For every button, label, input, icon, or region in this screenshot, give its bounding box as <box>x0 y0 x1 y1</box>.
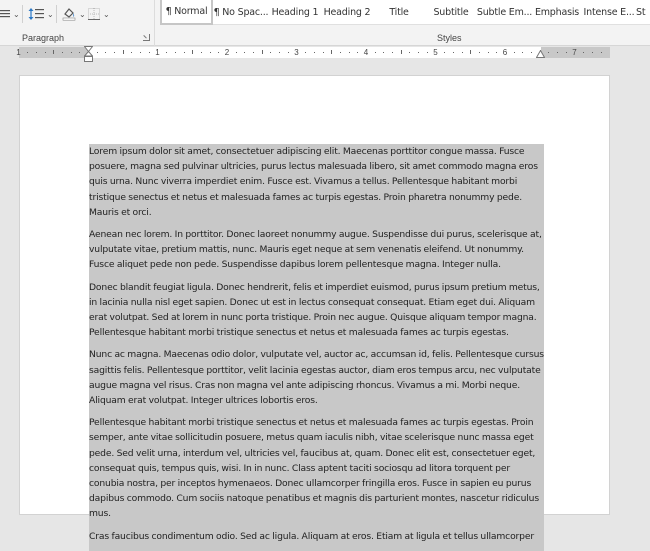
ruler-tick <box>236 52 237 53</box>
ruler-number: 4 <box>363 48 369 57</box>
ruler-tick <box>427 52 428 53</box>
ruler-tick <box>601 52 602 53</box>
divider <box>56 5 57 23</box>
ruler-tick <box>488 52 489 53</box>
ruler-tick <box>279 52 280 53</box>
ruler-tick <box>531 52 532 53</box>
shading-button[interactable] <box>62 5 86 23</box>
paragraph[interactable]: Aenean nec lorem. In porttitor. Donec laoreet nonummy augue. Suspendisse dui purus, scelerisque at, vulputate vitae, pretium mattis, nunc. Mauris eget neque at sem venenatis eleifend. Ut nonummy. Fusce aliquet pede non pede. Suspendisse dapibus lorem pellentesque magna. Integer nulla. <box>89 227 544 280</box>
ruler-tick <box>479 52 480 53</box>
ruler-tick <box>357 52 358 53</box>
shading-icon <box>62 7 76 21</box>
ruler-tick <box>262 50 263 54</box>
ruler-tick <box>210 52 211 53</box>
ruler-tick <box>36 52 37 53</box>
style-intense-emphasis[interactable]: Intense E... <box>583 6 635 18</box>
paragraph[interactable]: Cras faucibus condimentum odio. Sed ac ligula. Aliquam at eros. Etiam at ligula et tellus ullamcorper <box>89 529 544 551</box>
ruler-tick <box>383 52 384 53</box>
paragraph-group-label: Paragraph <box>22 33 65 43</box>
paragraph[interactable]: Nunc ac magna. Maecenas odio dolor, vulputate vel, auctor ac, accumsan id, felis. Pellentesque cursus sagittis felis. Pellentesque porttitor, velit lacinia egestas auctor, diam eros tempus arcu, nec vulputate augue magna vel risus. Cras non magna vel ante adipiscing rhoncus. Vivamus a mi. Morbi neque. Aliquam erat volutpat. Integer ultrices lobortis eros. <box>89 347 544 415</box>
ruler-tick <box>149 52 150 53</box>
ruler-number: 6 <box>502 48 508 57</box>
ruler-tick <box>496 52 497 53</box>
document-body[interactable] <box>89 144 544 551</box>
style-subtitle[interactable]: Subtitle <box>433 6 469 18</box>
ruler-tick <box>175 52 176 53</box>
ruler-tick <box>522 52 523 53</box>
paragraph[interactable]: Donec blandit feugiat ligula. Donec hendrerit, felis et imperdiet euismod, purus ipsum pretium metus, in lacinia nulla nisl eget sapien. Donec ut est in lectus consequat consequat. Etiam eget dui. Aliquam erat volutpat. Sed at lorem in nunc porta tristique. Proin nec augue. Quisque aliquam tempor magna. Pellentesque habitant morbi tristique senectus et netus et malesuada fames ac turpis egestas. <box>89 280 544 348</box>
ruler-tick <box>201 52 202 53</box>
style-heading-1[interactable]: Heading 1 <box>271 6 319 18</box>
ruler-tick <box>314 52 315 53</box>
ruler-tick <box>253 52 254 53</box>
ruler-tick <box>409 52 410 53</box>
chevron-down-icon: ⌄ <box>13 9 20 19</box>
ruler-tick <box>470 50 471 54</box>
justify-button[interactable] <box>0 5 20 23</box>
styles-group-label: Styles <box>437 33 462 43</box>
ruler-tick <box>97 52 98 53</box>
justify-icon <box>0 8 10 20</box>
line-spacing-icon <box>28 7 44 21</box>
ruler-tick <box>548 52 549 53</box>
ruler-tick <box>131 52 132 53</box>
ruler-tick <box>192 50 193 54</box>
style-no-spacing[interactable]: ¶ No Spac... <box>213 6 269 18</box>
ruler-tick <box>45 52 46 53</box>
style-title[interactable]: Title <box>389 6 409 18</box>
ruler-number: 1 <box>155 48 160 57</box>
paragraph[interactable]: Pellentesque habitant morbi tristique senectus et netus et malesuada fames ac turpis egestas. Proin semper, ante vitae sollicitudin posuere, metus quam iaculis nibh, vitae scelerisque nunc massa eget pede. Sed velit urna, interdum vel, ultricies vel, faucibus at, quam. Donec elit est, consectetuer eget, consequat quis, tempus quis, wisi. In in nunc. Class aptent taciti sociosqu ad litora torquent per conubia nostra, per inceptos hymenaeos. Donec ullamcorper fringilla eros. Fusce in sapien eu purus dapibus commodo. Cum sociis natoque penatibus et magnis dis parturient montes, nascetur ridiculus mus. <box>89 415 544 528</box>
style-normal[interactable]: ¶ Normal <box>160 0 213 25</box>
ruler-tick <box>566 52 567 53</box>
ruler-tick <box>270 52 271 53</box>
ruler-tick <box>462 52 463 53</box>
ruler-tick <box>583 52 584 53</box>
chevron-down-icon: ⌄ <box>79 9 86 19</box>
ruler-tick <box>184 52 185 53</box>
divider <box>22 5 23 23</box>
ruler-tick <box>392 52 393 53</box>
ruler-tick <box>444 52 445 53</box>
ruler-tick <box>53 50 54 54</box>
paragraph-group <box>0 0 155 46</box>
style-strong[interactable]: St <box>636 6 646 18</box>
ruler-tick <box>105 52 106 53</box>
ruler-tick <box>340 52 341 53</box>
ruler-number: 3 <box>294 48 299 57</box>
ruler-tick <box>140 52 141 53</box>
ribbon <box>0 0 650 46</box>
styles-gallery <box>160 0 650 25</box>
horizontal-ruler[interactable] <box>16 47 610 58</box>
ruler-number: 5 <box>433 48 438 57</box>
ruler-tick <box>592 52 593 53</box>
ruler-tick <box>218 52 219 53</box>
ruler-tick <box>375 52 376 53</box>
ruler-tick <box>288 52 289 53</box>
document-page[interactable] <box>19 75 610 542</box>
ruler-tick <box>418 52 419 53</box>
chevron-down-icon: ⌄ <box>103 9 110 19</box>
paragraph[interactable]: Lorem ipsum dolor sit amet, consectetuer adipiscing elit. Maecenas porttitor congue massa. Fusce posuere, magna sed pulvinar ultricies, purus lectus malesuada libero, sit amet commodo magna eros quis urna. Nunc viverra imperdiet enim. Fusce est. Vivamus a tellus. Pellentesque habitant morbi tristique senectus et netus et malesuada fames ac turpis egestas. Proin pharetra nonummy pede. Mauris et orci. <box>89 144 544 227</box>
ruler-tick <box>305 52 306 53</box>
style-emphasis[interactable]: Emphasis <box>534 6 580 18</box>
ruler-number: 7 <box>572 48 577 57</box>
ruler-tick <box>244 52 245 53</box>
style-subtle-emphasis[interactable]: Subtle Em... <box>476 6 533 18</box>
ruler-tick <box>166 52 167 53</box>
ruler-tick <box>27 52 28 53</box>
ruler-tick <box>453 52 454 53</box>
ruler-tick <box>79 52 80 53</box>
ruler-tick <box>401 50 402 54</box>
borders-button[interactable] <box>88 5 110 23</box>
ruler-number: 2 <box>224 48 230 57</box>
line-spacing-button[interactable] <box>28 5 54 23</box>
chevron-down-icon: ⌄ <box>47 9 54 19</box>
ruler-tick <box>114 52 115 53</box>
ruler-tick <box>71 52 72 53</box>
ruler-tick <box>123 50 124 54</box>
ruler-tick <box>331 50 332 54</box>
paragraph-dialog-launcher-icon[interactable] <box>143 34 150 41</box>
ruler-number: 1 <box>16 48 21 57</box>
ruler-tick <box>557 52 558 53</box>
ruler-tick <box>349 52 350 53</box>
style-heading-2[interactable]: Heading 2 <box>323 6 371 18</box>
ruler-tick <box>323 52 324 53</box>
indent-marker-icon[interactable] <box>84 46 93 64</box>
ruler-tick <box>514 52 515 53</box>
borders-icon <box>88 8 100 20</box>
ruler-tick <box>62 52 63 53</box>
right-indent-marker-icon[interactable] <box>536 50 545 58</box>
